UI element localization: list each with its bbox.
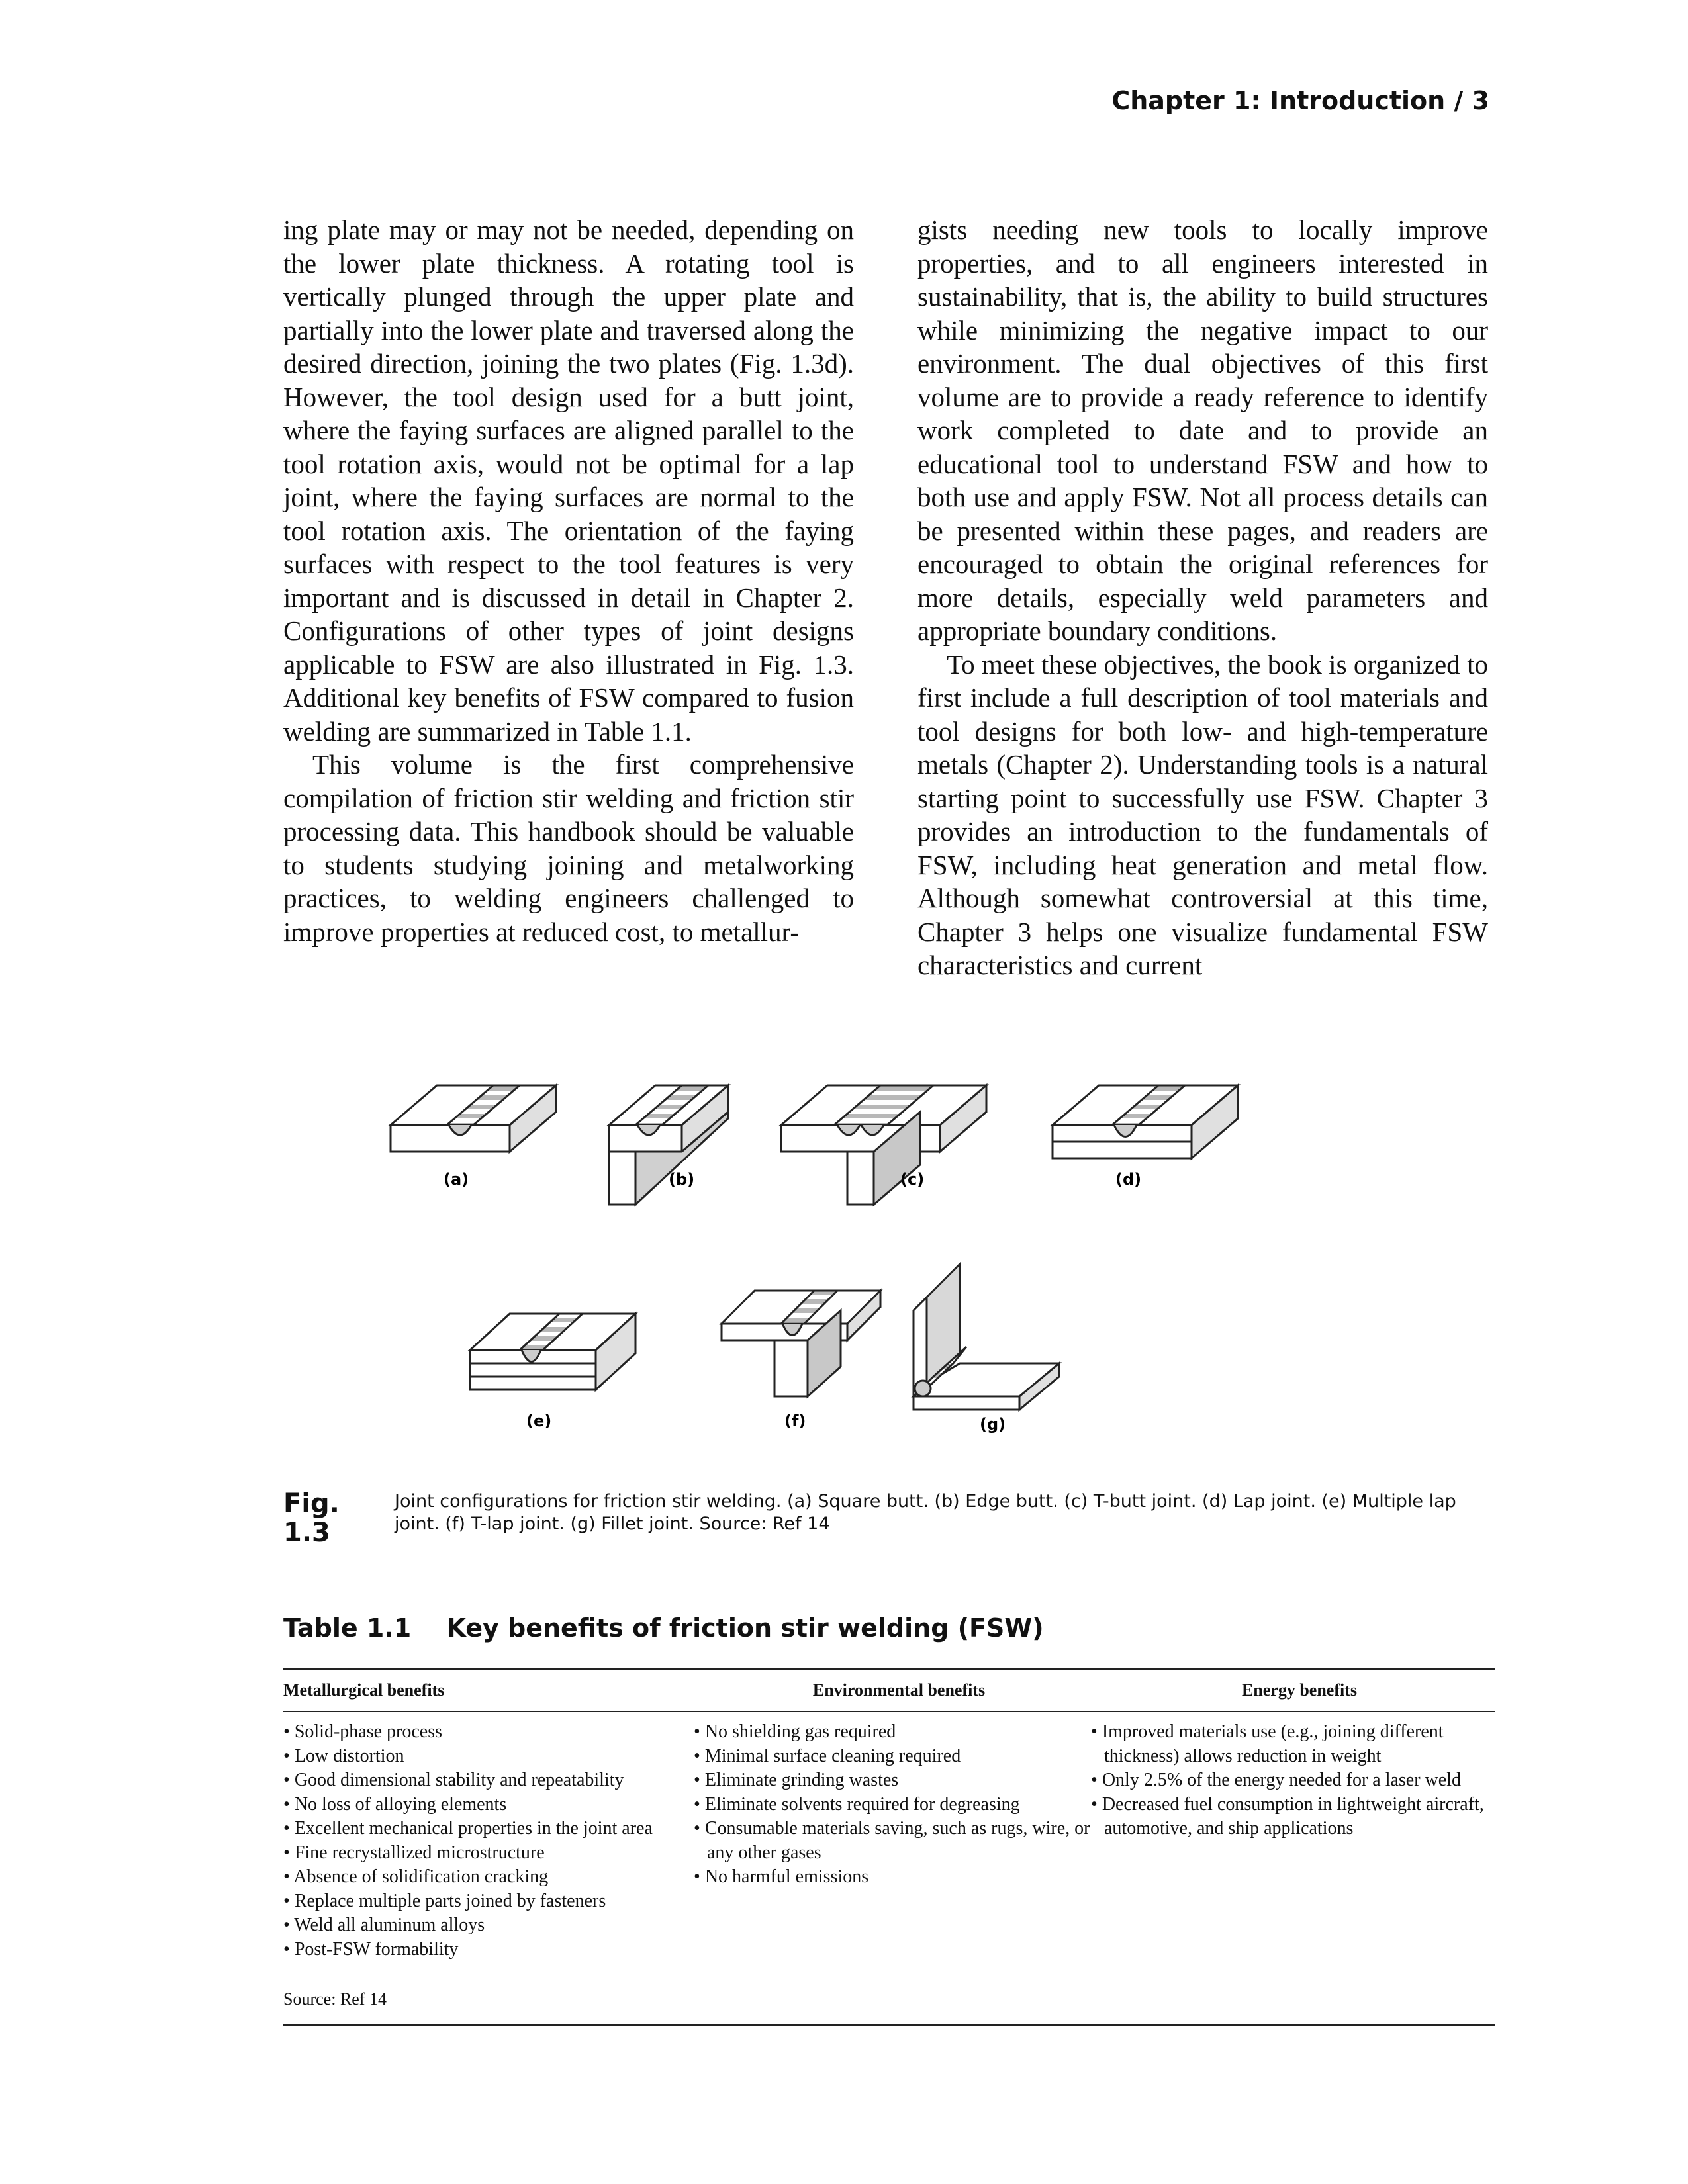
table-header-row xyxy=(283,1670,1495,1711)
list-item: • Low distortion xyxy=(283,1745,694,1769)
list-item: • Excellent mechanical properties in the joint area xyxy=(283,1817,694,1841)
list-item: • Improved materials use (e.g., joining different thickness) allows reduction in weight xyxy=(1091,1720,1495,1768)
running-head: Chapter 1: Introduction / 3 xyxy=(1111,86,1489,115)
list-item: • No shielding gas required xyxy=(694,1720,1091,1745)
environmental-benefits-list xyxy=(694,1720,1091,1962)
list-item: • No harmful emissions xyxy=(694,1865,1091,1889)
diagram-t-lap xyxy=(722,1291,880,1396)
panel-label-e: (e) xyxy=(526,1412,552,1430)
diagram-square-butt xyxy=(391,1085,556,1152)
paragraph: This volume is the first comprehensive compilation of friction stir welding and friction stir processing data. This handbook should be valuable to students studying joining and metalworking practices, to welding engineers challenged to improve properties at reduced cost, to metallur- xyxy=(283,749,854,947)
figure-caption-label: Fig. 1.3 xyxy=(283,1488,340,1548)
list-item: • Absence of solidification cracking xyxy=(283,1865,694,1889)
column-header: Energy benefits xyxy=(1241,1680,1358,1700)
panel-label-b: (b) xyxy=(669,1170,695,1189)
list-item: • No loss of alloying elements xyxy=(283,1793,694,1817)
list-item: • Minimal surface cleaning required xyxy=(694,1745,1091,1769)
table-number: Table 1.1 xyxy=(283,1614,412,1643)
table-bottom-rule xyxy=(283,2024,1495,2026)
right-column xyxy=(917,213,1488,982)
panel-label-g: (g) xyxy=(980,1415,1006,1433)
diagram-lap xyxy=(1053,1085,1238,1158)
figure-caption-text: Joint configurations for friction stir welding. (a) Square butt. (b) Edge butt. (c) T-butt joint. (d) Lap joint. (e) Multiple lap joint. (f) T-lap joint. (g) Fillet joint. Source: Ref 14 xyxy=(395,1491,1456,1534)
column-header: Environmental benefits xyxy=(812,1680,986,1700)
list-item: • Consumable materials saving, such as rugs, wire, or any other gases xyxy=(694,1817,1091,1865)
column-header: Metallurgical benefits xyxy=(283,1680,445,1700)
table-body xyxy=(283,1712,1495,1962)
diagram-t-butt xyxy=(781,1085,986,1205)
list-item: • Replace multiple parts joined by fasteners xyxy=(283,1889,694,1914)
paragraph: ing plate may or may not be needed, depending on the lower plate thickness. A rotating tool is vertically plunged through the upper plate and partially into the lower plate and traversed along the desired direction, joining the two plates (Fig. 1.3d). However, the tool design used for a butt joint, where the faying surfaces are aligned parallel to the tool rotation axis, would not be optimal for a lap joint, where the faying surfaces are normal to the tool rotation axis. The orientation of the faying surfaces with respect to the tool features is very important and is discussed in detail in Chapter 2. Configurations of other types of joint designs applicable to FSW are also illustrated in Fig. 1.3. Additional key benefits of FSW compared to fusion welding are summarized in Table 1.1. xyxy=(283,214,854,747)
paragraph: To meet these objectives, the book is organized to first include a full description of tool materials and tool designs for both low- and high-temperature metals (Chapter 2). Understanding tools is a natural starting point to successfully use FSW. Chapter 3 provides an introduction to the fundamentals of FSW, including heat generation and metal flow. Although somewhat controversial at this time, Chapter 3 helps one visualize fundamental FSW characteristics and current xyxy=(917,649,1488,980)
panel-label-d: (d) xyxy=(1115,1170,1142,1189)
left-column xyxy=(283,213,854,982)
list-item: • Decreased fuel consumption in lightweight aircraft, automotive, and ship applications xyxy=(1091,1793,1495,1841)
figure-joint-configurations xyxy=(371,1072,1509,1463)
body-text xyxy=(283,213,1488,982)
table-source: Source: Ref 14 xyxy=(283,1989,387,2009)
panel-label-a: (a) xyxy=(444,1170,469,1189)
list-item: • Only 2.5% of the energy needed for a laser weld xyxy=(1091,1768,1495,1793)
metallurgical-benefits-list xyxy=(283,1720,694,1962)
list-item: • Fine recrystallized microstructure xyxy=(283,1841,694,1866)
table-title-text: Key benefits of friction stir welding (FSW) xyxy=(446,1614,1044,1643)
panel-label-f: (f) xyxy=(784,1412,806,1430)
table-title xyxy=(283,1614,1044,1643)
benefits-table xyxy=(283,1668,1495,2026)
diagram-multiple-lap xyxy=(470,1314,635,1390)
diagram-fillet xyxy=(914,1264,1059,1410)
energy-benefits-list xyxy=(1091,1720,1495,1962)
list-item: • Weld all aluminum alloys xyxy=(283,1913,694,1938)
list-item: • Good dimensional stability and repeatability xyxy=(283,1768,694,1793)
paragraph: gists needing new tools to locally improve properties, and to all engineers interested in sustainability, that is, the ability to build structures while minimizing the negative impact to our environment. The dual objectives of this first volume are to provide a ready reference to identify work completed to date and to provide an educational tool to understand FSW and how to both use and apply FSW. Not all process details can be presented within these pages, and readers are encouraged to obtain the original references for more details, especially weld parameters and appropriate boundary conditions. xyxy=(917,214,1488,646)
list-item: • Eliminate solvents required for degreasing xyxy=(694,1793,1091,1817)
list-item: • Post-FSW formability xyxy=(283,1938,694,1962)
figure-caption xyxy=(283,1490,1495,1547)
list-item: • Eliminate grinding wastes xyxy=(694,1768,1091,1793)
panel-label-c: (c) xyxy=(900,1170,925,1189)
list-item: • Solid-phase process xyxy=(283,1720,694,1745)
